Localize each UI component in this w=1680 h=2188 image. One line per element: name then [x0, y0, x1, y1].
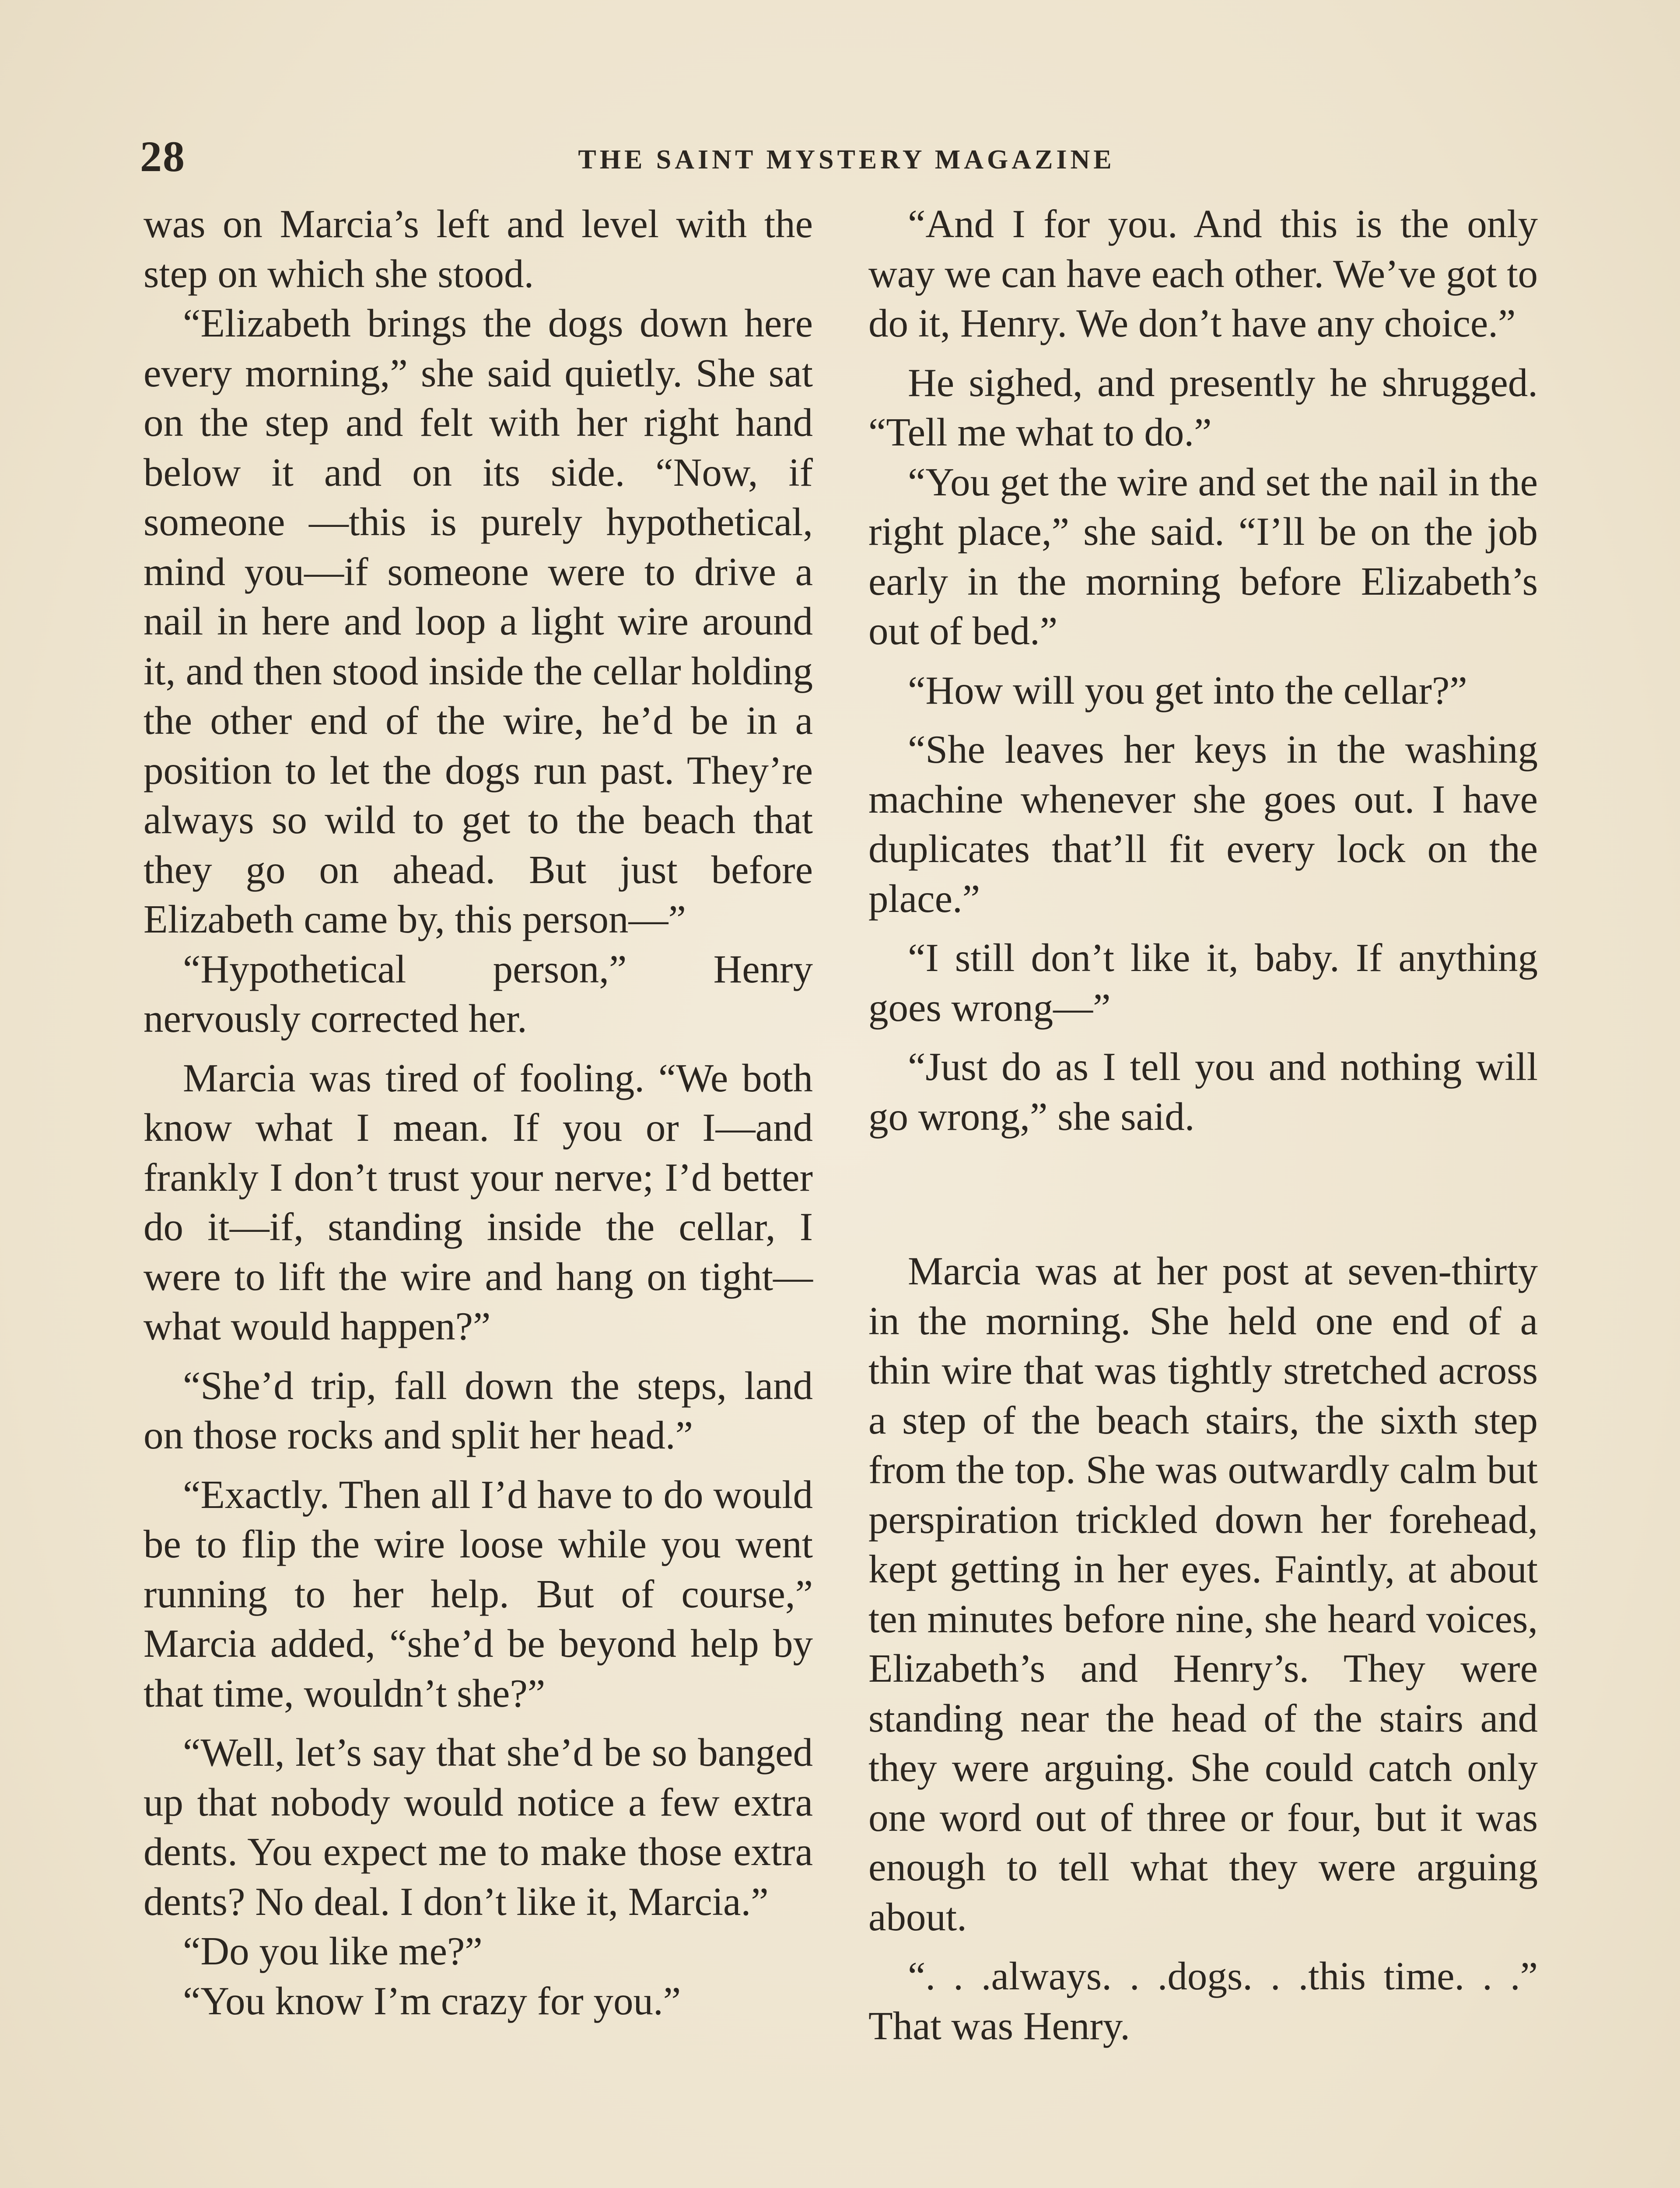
- paragraph: “She’d trip, fall down the steps, land on those rocks and split her head.”: [144, 1363, 813, 1457]
- paragraph: Marcia was tired of fooling. “We both know what I mean. If you or I—and frankly I don’t trust your nerve; I’d better do it—if, standing inside the cellar, I were to lift the wire and hang on tight—what would happen?”: [144, 1055, 813, 1348]
- paragraph: “. . .always. . .dogs. . .this time. . .” That was Henry.: [868, 1954, 1538, 2048]
- paragraph: “Exactly. Then all I’d have to do would be to flip the wire loose while you went running to her help. But of course,” Marcia added, “she’d be beyond help by that time, wouldn’t she?”: [144, 1472, 813, 1715]
- page-number: 28: [140, 132, 186, 181]
- paragraph: He sighed, and presently he shrugged. “Tell me what to do.”: [868, 360, 1538, 454]
- paragraph: “I still don’t like it, baby. If anything goes wrong—”: [868, 936, 1538, 1030]
- paragraph: “How will you get into the cellar?”: [908, 668, 1467, 712]
- paragraph: was on Marcia’s left and level with the step on which she stood.: [144, 202, 813, 296]
- paragraph: “She leaves her keys in the washing machine whenever she goes out. I have duplicates that’ll fit every lock on the place.”: [868, 727, 1538, 921]
- paragraph: “Well, let’s say that she’d be so banged up that nobody would notice a few extra dents. You expect me to make those extra dents? No deal. I don’t like it, Marcia.”: [144, 1730, 813, 1924]
- running-head: THE SAINT MYSTERY MAGAZINE: [578, 145, 1115, 175]
- right-column: [868, 199, 1538, 2051]
- section-break: [868, 1141, 1538, 1246]
- paragraph: “And I for you. And this is the only way we can have each other. We’ve got to do it, Henry. We don’t have any choice.”: [868, 202, 1538, 345]
- paragraph: “You know I’m crazy for you.”: [183, 1978, 681, 2023]
- paragraph: Marcia was at her post at seven-thirty in the morning. She held one end of a thin wire that was tightly stretched across a step of the beach stairs, the sixth step from the top. She was outwardly calm but perspiration trickled down her forehead, kept getting in her eyes. Faintly, at about ten minutes before nine, she heard voices, Elizabeth’s and Henry’s. They were standing near the head of the stairs and they were arguing. She could catch only one word out of three or four, but it was enough to tell what they were arguing about.: [868, 1249, 1538, 1939]
- page-header: [140, 131, 1553, 184]
- left-column: [144, 199, 813, 2026]
- paragraph: “Elizabeth brings the dogs down here every morning,” she said quietly. She sat on the step and felt with her right hand below it and on its side. “Now, if someone —this is purely hypothetical, mind you—if someone were to drive a nail in here and loop a light wire around it, and then stood inside the cellar holding the other end of the wire, he’d be in a position to let the dogs run past. They’re always so wild to get to the beach that they go on ahead. But just before Elizabeth came by, this person—”: [144, 301, 813, 941]
- paragraph: “You get the wire and set the nail in the right place,” she said. “I’ll be on the job early in the morning before Elizabeth’s out of bed.”: [868, 459, 1538, 653]
- paragraph: “Just do as I tell you and nothing will go wrong,” she said.: [868, 1045, 1538, 1139]
- paragraph: “Do you like me?”: [183, 1929, 483, 1973]
- paragraph: “Hypothetical person,” Henry nervously corrected her.: [144, 947, 813, 1041]
